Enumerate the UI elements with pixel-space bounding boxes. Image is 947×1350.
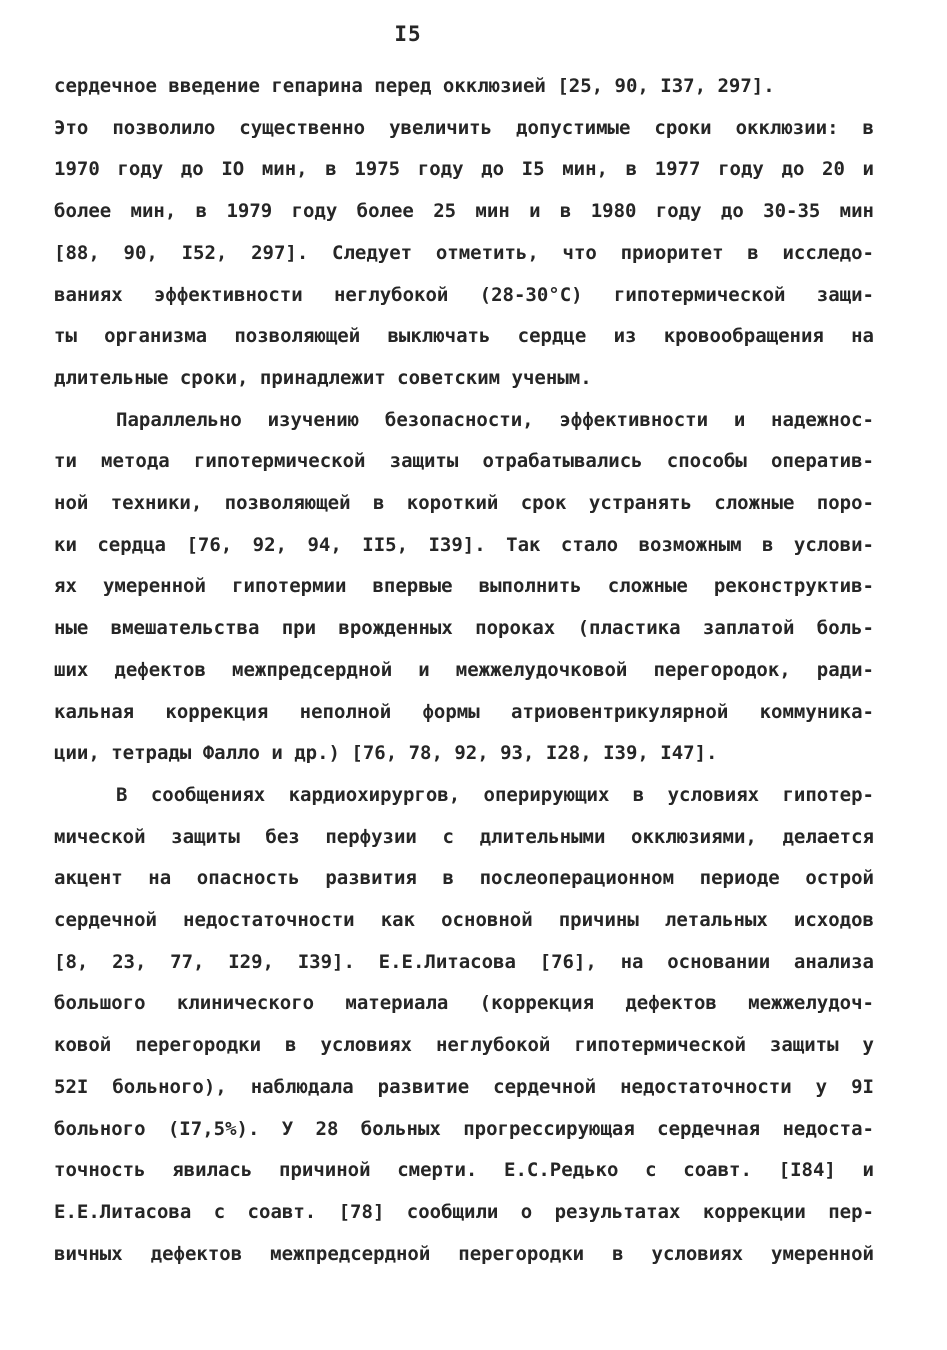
text-line: В сообщениях кардиохирургов, оперирующих в условиях гипотер-: [116, 784, 874, 806]
text-line: [8, 23, 77, I29, I39]. Е.Е.Литасова [76], на основании анализа: [54, 951, 874, 973]
text-line: больного (I7,5%). У 28 больных прогрессирующая сердечная недоста-: [54, 1118, 874, 1140]
text-line: Е.Е.Литасова с соавт. [78] сообщили о результатах коррекции пер-: [54, 1201, 874, 1223]
text-line: большого клинического материала (коррекция дефектов межжелудоч-: [54, 992, 874, 1014]
text-line: ти метода гипотермической защиты отрабатывались способы оператив-: [54, 450, 874, 472]
text-line: сердечное введение гепарина перед окклюзией [25, 90, I37, 297].: [54, 75, 775, 97]
text-line: ки сердца [76, 92, 94, II5, I39]. Так стало возможным в услови-: [54, 534, 874, 556]
text-line: Параллельно изучению безопасности, эффективности и надежнос-: [116, 409, 874, 431]
text-line: ях умеренной гипотермии впервые выполнить сложные реконструктив-: [54, 575, 874, 597]
text-line: ной техники, позволяющей в короткий срок устранять сложные поро-: [54, 492, 874, 514]
text-line: вичных дефектов межпредсердной перегородки в условиях умеренной: [54, 1243, 874, 1265]
text-line: 1970 году до IO мин, в 1975 году до I5 мин, в 1977 году до 20 и: [54, 158, 874, 180]
text-line: кальная коррекция неполной формы атриовентрикулярной коммуника-: [54, 701, 874, 723]
text-line: Это позволило существенно увеличить допустимые сроки окклюзии: в: [54, 117, 874, 139]
text-line: длительные сроки, принадлежит советским ученым.: [54, 367, 592, 389]
text-line: мической защиты без перфузии с длительными окклюзиями, делается: [54, 826, 874, 848]
text-line: [88, 90, I52, 297]. Следует отметить, что приоритет в исследо-: [54, 242, 874, 264]
text-line: более мин, в 1979 году более 25 мин и в 1980 году до 30-35 мин: [54, 200, 874, 222]
page-number: I5: [394, 22, 422, 46]
text-line: ные вмешательства при врожденных пороках (пластика заплатой боль-: [54, 617, 874, 639]
text-line: ковой перегородки в условиях неглубокой гипотермической защиты у: [54, 1034, 874, 1056]
text-line: сердечной недостаточности как основной причины летальных исходов: [54, 909, 874, 931]
text-line: ших дефектов межпредсердной и межжелудочковой перегородок, ради-: [54, 659, 874, 681]
text-line: точность явилась причиной смерти. Е.С.Редько с соавт. [I84] и: [54, 1159, 874, 1181]
text-line: ваниях эффективности неглубокой (28-30°C) гипотермической защи-: [54, 284, 874, 306]
text-line: 52I больного), наблюдала развитие сердечной недостаточности у 9I: [54, 1076, 874, 1098]
text-line: ции, тетрады Фалло и др.) [76, 78, 92, 93, I28, I39, I47].: [54, 742, 718, 764]
text-line: акцент на опасность развития в послеоперационном периоде острой: [54, 867, 874, 889]
text-line: ты организма позволяющей выключать сердце из кровообращения на: [54, 325, 874, 347]
